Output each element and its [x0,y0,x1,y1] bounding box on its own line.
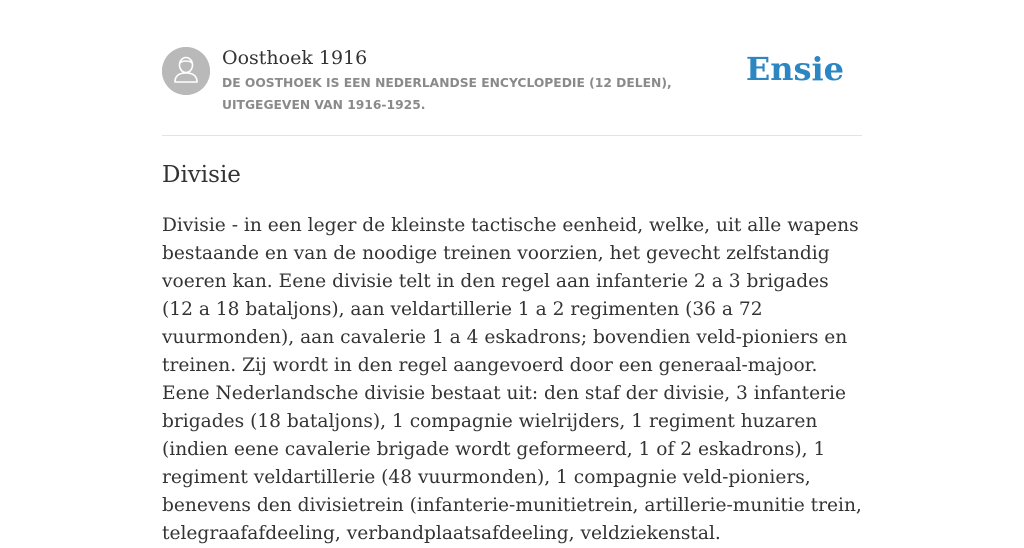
entry-body: Divisie - in een leger de kleinste tactische eenheid, welke, uit alle wapens bestaande en van de noodige treinen voorzien, het gevecht zelfstandig voeren kan. Eene divisie telt in den regel aan infanterie 2 a 3 brigades (12 a 18 bataljons), aan veldartillerie 1 a 2 regimenten (36 a 72 vuurmonden), aan cavalerie 1 a 4 eskadrons; bovendien veld-pioniers en treinen. Zij wordt in den regel aangevoerd door een generaal-majoor. Eene Nederlandsche divisie bestaat uit: den staf der divisie, 3 infanterie brigades (18 bataljons), 1 compagnie wielrijders, 1 regiment huzaren (indien eene cavalerie brigade wordt geformeerd, 1 of 2 eskadrons), 1 regiment veldartillerie (48 vuurmonden), 1 compagnie veld-pioniers, benevens den divisietrein (infanterie-munitietrein, artillerie-munitie trein, telegraafafdeeling, verbandplaatsafdeeling, veldziekenstal. [162,215,862,544]
header-divider [162,135,862,136]
page [162,0,862,544]
avatar-graphic [162,47,210,95]
source-title[interactable]: Oosthoek 1916 [222,47,368,69]
source-header [162,46,862,118]
entry-title: Divisie [162,162,241,188]
user-placeholder-icon[interactable] [162,47,210,95]
ensie-logo[interactable]: Ensie [745,50,844,88]
source-description: DE OOSTHOEK IS EEN NEDERLANDSE ENCYCLOPEDIE (12 DELEN), UITGEGEVEN VAN 1916-1925. [222,76,672,112]
